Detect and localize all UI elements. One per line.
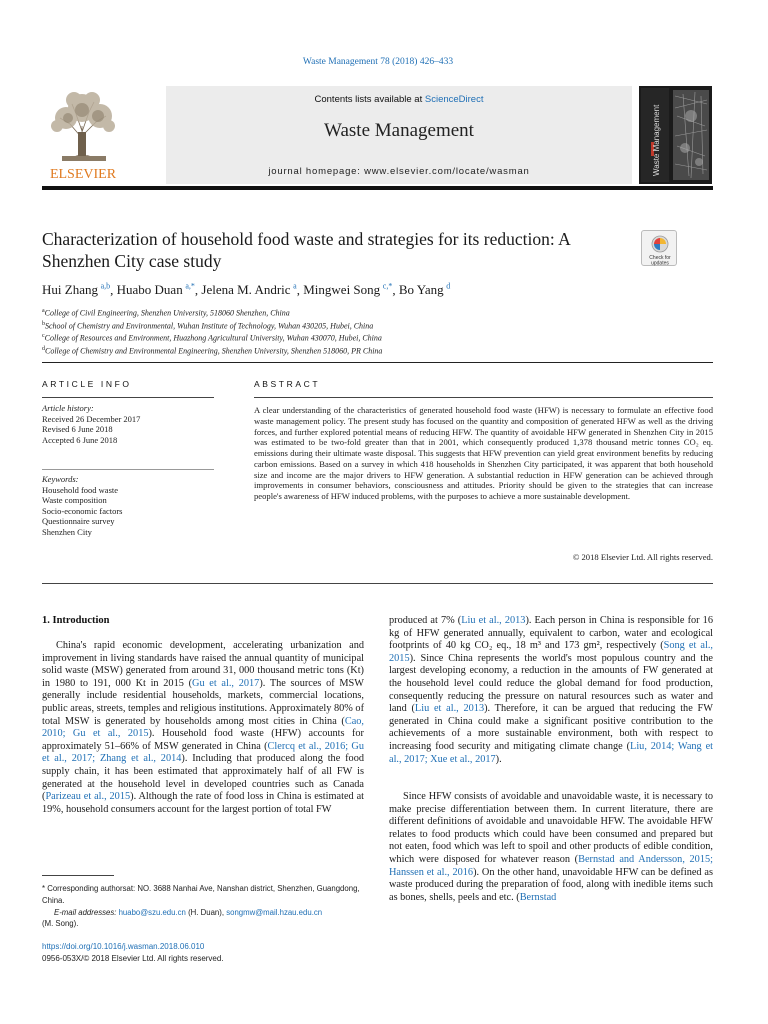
author-name: Hui Zhang (42, 282, 98, 298)
affiliation-text: School of Chemistry and Environmental, Wuhan Institute of Technology, Wuhan 430205, Hubei, China (45, 321, 374, 331)
keyword-item: Household food waste (42, 484, 119, 495)
citation-link[interactable]: Liu, 2014; Wang et al., 2017; Xue et al., 2017 (389, 740, 714, 765)
history-accepted: Accepted 6 June 2018 (42, 434, 118, 445)
history-received: Received 26 December 2017 (42, 413, 141, 424)
affiliation-text: College of Resources and Environment, Huazhong Agricultural University, Wuhan 430070, Hubei, China (44, 333, 382, 343)
sciencedirect-link[interactable]: ScienceDirect (424, 94, 484, 105)
citation-link[interactable]: Liu et al., 2013 (414, 703, 485, 715)
affiliations-rule (42, 362, 713, 363)
affiliation-text: College of Civil Engineering, Shenzhen University, 518060 Shenzhen, China (44, 308, 290, 318)
keywords-label: Keywords: (42, 474, 79, 484)
author-affiliation-marker[interactable]: c,* (382, 282, 393, 291)
section-heading-introduction: 1. Introduction (42, 615, 110, 626)
keyword-item: Socio-economic factors (42, 505, 123, 516)
history-revised: Revised 6 June 2018 (42, 424, 113, 434)
elsevier-wordmark: ELSEVIER (49, 167, 117, 182)
journal-reference-link[interactable]: Waste Management 78 (2018) 426–433 (302, 57, 454, 67)
abstract-rule (254, 397, 713, 398)
cover-image-icon (639, 86, 712, 184)
intro-paragraph-3 (389, 791, 713, 904)
journal-homepage-link[interactable]: journal homepage: www.elsevier.com/locate/wasman (268, 166, 530, 177)
keyword-item: Waste composition (42, 495, 107, 505)
citation-link[interactable]: Liu et al., 2013 (461, 615, 526, 626)
body-text: ). (495, 753, 502, 765)
citation-link[interactable]: Song et al., 2015 (389, 640, 714, 664)
affiliation-key: d (42, 345, 45, 352)
abstract-text: A clear understanding of the characteristics of generated household food waste (HFW) is necessary to formulate an effective food waste management policy. The present study has focused on the quantity and composition of generated HFW as well as the driving forces, and further explored potential means of reducing HFW. The quantity of avoidable HFW generated in Shenzhen City in 2015 was estimated to be two-fold greater than that in 2001, which consequently produced 1,378 thousand metric tonnes CO₂ eq. emissions during their ultimate waste disposal. This suggests that HFW prevention can yield great environment benefits by reducing carbon emissions. Based on a survey in which 418 households in Shenzhen City participated, it was apparent that both household size and income are the major drivers to HFW generation. A substantial reduction in HFW generation can be achieved through improvements in consumer behaviors, consciousness and attitudes. Priority should be given to the strategies that can increase people's awareness of HFW induced problems, with the purposes to achieve a more sustainable development. (254, 405, 713, 501)
cover-journal-title: Waste Management (652, 104, 661, 176)
crossmark-badge[interactable] (641, 230, 677, 266)
affiliation-text: College of Chemistry and Environmental Engineering, Shenzhen University, Shenzhen 518060, PR China (45, 346, 383, 356)
crossmark-label-2: updates (651, 260, 669, 267)
intro-paragraph-2 (389, 615, 713, 766)
affiliation-item (42, 344, 642, 357)
citation-link[interactable]: Gu et al., 2017 (192, 677, 260, 689)
citation-link[interactable]: Parizeau et al., 2015 (45, 791, 131, 803)
footnote-rule (42, 875, 114, 876)
body-text: ). The sources of MSW generally include residential households, markets, commercial locations, public areas, streets, temples and religious institutions. Approximately 80% of total MSW is generated by households among most cities in China ( (42, 677, 365, 727)
author[interactable] (201, 282, 296, 297)
email-line (42, 907, 364, 919)
author[interactable] (42, 282, 110, 297)
affiliation-item (42, 331, 642, 344)
journal-cover-thumbnail[interactable] (639, 86, 712, 184)
body-text: Since HFW consists of avoidable and unavoidable waste, it is necessary to make precise differentiation between them. In current literature, there are different definitions of avoidable and unavoidable HFW. The avoidable HFW relates to food products which could have been consumed and prepared but not eaten, food which was left to spoil and other products of edible condition, which were disposed for whatever reason ( (389, 791, 713, 865)
body-text: China's rapid economic development, accelerating urbanization and improvement in living standards have raised the annual quantity of municipal solid waste (MSW) generated from around 31, 000 thousand metric tons (Kt) in 1980 to 191, 000 Kt in 2015 ( (42, 640, 364, 689)
keyword-item: Questionnaire survey (42, 516, 115, 526)
keywords-block (42, 474, 122, 537)
author-affiliation-marker[interactable]: a,b (100, 282, 111, 291)
affiliation-item (42, 306, 642, 319)
citation-link[interactable]: Bernstad (519, 891, 557, 903)
email-who-duan: (H. Duan), (188, 907, 225, 917)
history-label: Article history: (42, 403, 94, 413)
body-text: ). Since China represents the world's most populous country and the largest developing economy, a reduction in the amounts of FW generated at the household level could reduce the global demand for food production, consequently reducing the pressure on natural resources such as water and land ( (389, 652, 713, 715)
crossmark-label-1: Check for (649, 255, 671, 261)
author[interactable] (117, 282, 195, 297)
abstract-copyright: © 2018 Elsevier Ltd. All rights reserved. (572, 552, 713, 562)
doi-link[interactable]: https://doi.org/10.1016/j.wasman.2018.06.010 (42, 942, 205, 951)
citation-link[interactable]: Bernstad and Andersson, 2015; Hanssen et al., 2016 (389, 853, 713, 878)
doi-block (42, 941, 224, 964)
abstract-bottom-rule (42, 583, 713, 584)
elsevier-logo[interactable] (42, 86, 124, 184)
corresponding-author-footnote (42, 883, 364, 930)
author-affiliation-marker[interactable]: d (446, 282, 451, 291)
body-text: ). Household food waste (HFW) accounts for approximately 51–66% of MSW generated in China ( (42, 728, 364, 752)
body-text: produced at 7% ( (389, 615, 462, 626)
affiliation-item (42, 319, 642, 332)
intro-paragraph-1 (42, 640, 364, 816)
affiliation-key: c (42, 333, 45, 340)
journal-header-box (166, 86, 632, 184)
masthead-rule (42, 186, 713, 190)
contents-line (166, 94, 632, 105)
citation-link[interactable]: Clercq et al., 2016; Gu et al., 2017; Zhang et al., 2014 (42, 740, 364, 765)
article-info-heading: ARTICLE INFO (42, 379, 132, 389)
affiliation-key: b (42, 320, 45, 327)
author-name: Jelena M. Andric (201, 282, 291, 298)
elsevier-tree-icon (42, 86, 124, 184)
issn-line: 0956-053X/© 2018 Elsevier Ltd. All rights reserved. (42, 953, 224, 963)
contents-prefix: Contents lists available at (314, 94, 423, 105)
body-text: ). Each person in China is responsible for 16 kg of HFW generated annually, equivalent to carbon, water and ecological footprints of 40 kg CO₂ eq., 18 m³ and 173 gm², respectively ( (389, 615, 713, 652)
email-link-song[interactable]: songmw@mail.hzau.edu.cn (226, 907, 323, 917)
corresponding-address: * Corresponding authorsat: NO. 3688 Nanhai Ave, Nanshan district, Shenzhen, Guangdong, China. (42, 884, 360, 905)
affiliation-key: a (42, 308, 45, 314)
keyword-item: Shenzhen City (42, 526, 92, 537)
author-list: Hui Zhang $^{a,b}$, Huabo Duan $^{a,*}$, Jelena M. Andric $^a$, Mingwei Song $^{c,*}$, Bo Yang $^d$ (42, 282, 451, 298)
email-link-duan[interactable]: huabo@szu.edu.cn (118, 907, 186, 917)
body-text: ). On the other hand, unavoidable HFW can be defined as waste produced during the preparation of food, along with inedible items such as bones, shells, peels and etc. ( (389, 866, 713, 903)
author-affiliation-marker[interactable]: a,* (185, 282, 195, 291)
article-info-rule (42, 397, 214, 398)
citation-link[interactable]: Cao, 2010; Gu et al., 2015 (42, 715, 364, 740)
email-who-song: (M. Song). (42, 919, 79, 929)
author-name: Bo Yang (398, 282, 444, 298)
journal-title: Waste Management (324, 120, 474, 141)
keywords-rule (42, 469, 214, 470)
article-history (42, 403, 140, 445)
crossmark-icon (642, 231, 678, 267)
author[interactable] (303, 282, 392, 297)
author-affiliation-marker[interactable]: a (293, 282, 297, 291)
journal-masthead (42, 86, 712, 184)
author-name: Mingwei Song (303, 282, 381, 298)
body-text: ). Although the rate of food loss in China is estimated at 19%, household consumers account for the largest portion of total FW (42, 791, 365, 815)
body-text: ). Including that produced along the food supply chain, it has been estimated that approximately half of all FW is generated at the household level in developed countries such as Canada ( (42, 753, 364, 803)
article-title: Characterization of household food waste and strategies for its reduction: A Shenzhen City case study (42, 229, 570, 271)
email-label: E-mail addresses: (54, 907, 117, 917)
author-name: Huabo Duan (116, 282, 183, 298)
author[interactable] (399, 282, 450, 297)
affiliation-list (42, 306, 642, 357)
abstract-heading: ABSTRACT (254, 379, 321, 389)
body-text: ). Therefore, it can be argued that reducing the FW generated in China could make a significant positive contribution to the achievements of a more sustainable environment, both with respect to increasing food security and mitigating climate change ( (389, 703, 713, 752)
